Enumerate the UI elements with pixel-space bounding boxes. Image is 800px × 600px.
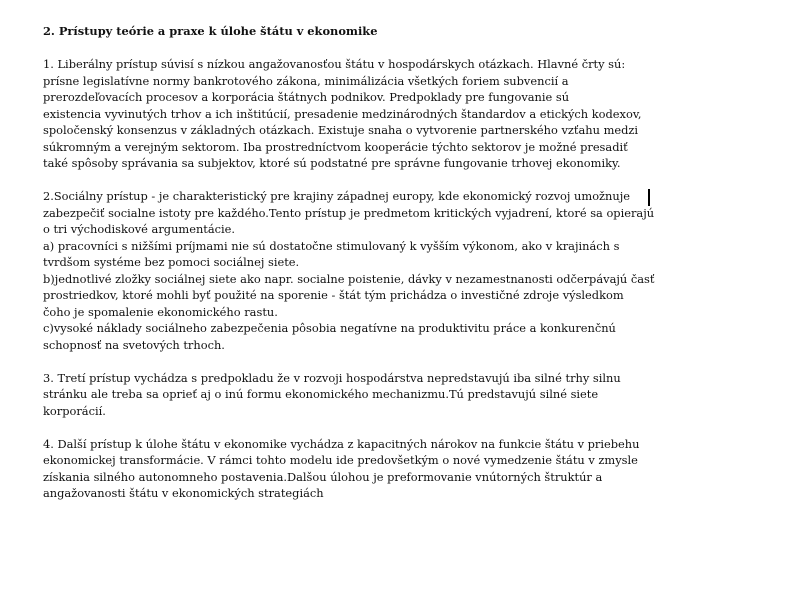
- blank-line: [43, 353, 693, 370]
- text-line: existencia vyvinutých trhov a ich inštitúcií, presadenie medzinárodných štandardov a etických kodexov,: [43, 106, 642, 121]
- text-line: a) pracovníci s nižšími príjmami nie sú dostatočne stimulovaný k vyšším výkonom, ako v krajinách s: [43, 238, 620, 253]
- paragraph-liberal-approach: [43, 56, 693, 172]
- paragraph-third-approach: [43, 370, 693, 420]
- blank-line: [43, 419, 693, 436]
- text-line: 3. Tretí prístup vychádza s predpokladu že v rozvoji hospodárstva nepredstavujú iba silné trhy silnu: [43, 370, 621, 385]
- text-line: schopnosť na svetových trhoch.: [43, 337, 225, 352]
- text-line: 4. Další prístup k úlohe štátu v ekonomike vychádza z kapacitných nárokov na funkcie štátu v priebehu: [43, 436, 640, 451]
- text-cursor: [648, 189, 650, 206]
- blank-line: [43, 172, 693, 189]
- text-line: korporácií.: [43, 403, 106, 418]
- text-line: prostriedkov, ktoré mohli byť použité na sporenie - štát tým prichádza o investičné zdroje výsledkom: [43, 288, 624, 302]
- text-line: 2.Sociálny prístup - je charakteristický pre krajiny západnej europy, kde ekonomický rozvoj umožnuje: [43, 189, 631, 203]
- text-line: ekonomickej transformácie. V rámci tohto modelu ide predovšetkým o nové vymedzenie štátu v zmysle: [43, 453, 638, 467]
- text-line: prísne legislatívne normy bankrotového zákona, minimálizácia všetkých foriem subvencií a: [43, 73, 569, 88]
- text-line: spoločenský konsenzus v základných otázkach. Existuje snaha o vytvorenie partnerského vzťahu medzi: [43, 123, 639, 137]
- document-body[interactable]: [43, 23, 693, 502]
- text-line: súkromným a verejným sektorom. Iba prostredníctvom kooperácie týchto sektorov je možné presadiť: [43, 139, 628, 154]
- document-heading: 2. Prístupy teórie a praxe k úlohe štátu v ekonomike: [43, 24, 378, 38]
- text-line: angažovanosti štátu v ekonomických strategiách: [43, 486, 324, 500]
- text-line: prerozdeľovacích procesov a korporácia štátnych podnikov. Predpoklady pre fungovanie sú: [43, 90, 570, 104]
- text-line: b)jednotlivé zložky sociálnej siete ako napr. socialne poistenie, dávky v nezamestnanosti odčerpávajú časť: [43, 271, 655, 286]
- paragraph-social-approach: [43, 188, 693, 353]
- text-line: získania silného autonomneho postavenia.Dalšou úlohou je preformovanie vnútorných štruktúr a: [43, 469, 603, 484]
- text-line: stránku ale treba sa oprieť aj o inú formu ekonomického mechanizmu.Tú predstavujú silné siete: [43, 387, 599, 401]
- text-line: o tri východiskové argumentácie.: [43, 222, 236, 236]
- paragraph-fourth-approach: [43, 436, 693, 502]
- text-line: také spôsoby správania sa subjektov, ktoré sú podstatné pre správne fungovanie trhovej ekonomiky.: [43, 156, 621, 170]
- text-line: c)vysoké náklady sociálneho zabezpečenia pôsobia negatívne na produktivitu práce a konkurenčnú: [43, 321, 616, 335]
- blank-line: [43, 40, 693, 57]
- text-line: zabezpečiť socialne istoty pre každého.Tento prístup je predmetom kritických vyjadrení, ktoré sa opierajú: [43, 205, 655, 220]
- text-line: čoho je spomalenie ekonomického rastu.: [43, 304, 278, 319]
- text-line: tvrdšom systéme bez pomoci sociálnej siete.: [43, 255, 300, 269]
- text-line: 1. Liberálny prístup súvisí s nízkou angažovanosťou štátu v hospodárskych otázkach. Hlavné črty sú:: [43, 57, 626, 71]
